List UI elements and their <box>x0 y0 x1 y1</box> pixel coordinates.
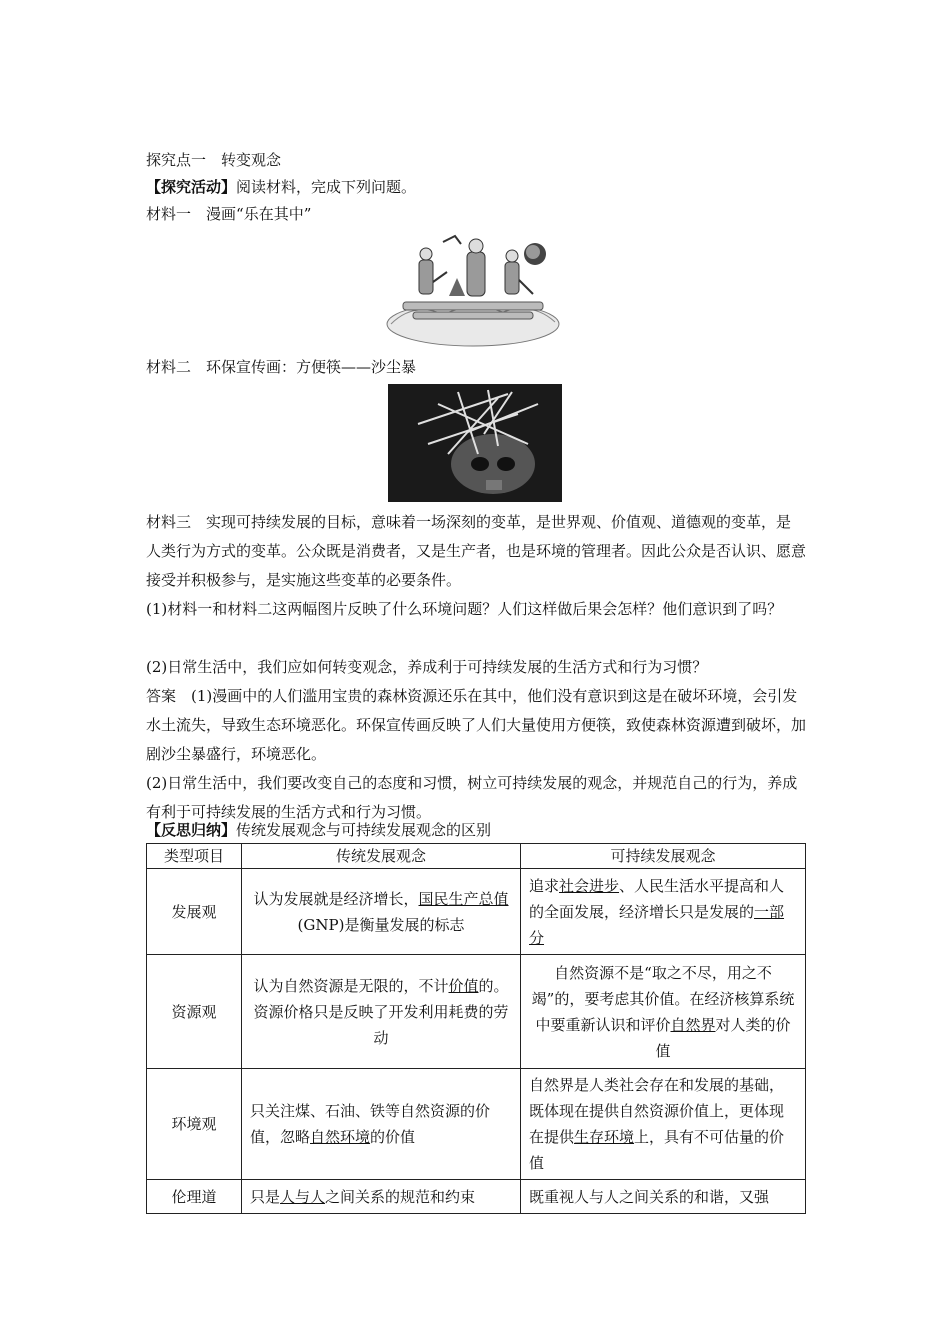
material2-caption: 环保宣传画：方便筷——沙尘暴 <box>206 358 417 376</box>
reflection-text: 传统发展观念与可持续发展观念的区别 <box>236 821 492 839</box>
activity-tag: 【探究活动】 <box>146 178 237 196</box>
cell-text: 的。资源价格只是反映了开发利用耗费的劳动 <box>253 976 509 1047</box>
cell-underlined: 国民生产总值 <box>418 889 509 908</box>
reflection-line <box>146 820 491 840</box>
answer-part2: (2)日常生活中，我们要改变自己的态度和习惯，树立可持续发展的观念，并规范自己的行为，养成有利于可持续发展的生活方式和行为习惯。 <box>146 774 798 821</box>
cell-text: (GNP)是衡量发展的标志 <box>297 915 465 934</box>
answer-label: 答案 <box>146 687 177 705</box>
reflection-tag: 【反思归纳】 <box>146 821 237 839</box>
question1: (1)材料一和材料二这两幅图片反映了什么环境问题？人们这样做后果会怎样？他们意识到了吗？ <box>146 600 783 618</box>
cell-text: 上，具有不可估量的价值 <box>529 1128 785 1172</box>
material2-line <box>146 357 416 377</box>
answer-part1 <box>146 682 806 769</box>
table-row <box>147 955 806 1069</box>
section-title: 探究点一 转变观念 <box>146 151 282 169</box>
row-traditional <box>242 1069 521 1180</box>
cartoon-image <box>383 232 563 350</box>
material3-text: 实现可持续发展的目标，意味着一场深刻的变革，是世界观、价值观、道德观的变革，是人类行为方式的变革。公众既是消费者，又是生产者，也是环境的管理者。因此公众是否认识、愿意接受并积极参与，是实施这些变革的必要条件。 <box>146 513 807 589</box>
cell-text: 既重视人与人之间关系的和谐，又强 <box>529 1187 770 1206</box>
row-type: 环境观 <box>147 1069 242 1180</box>
cell-underlined: 一部分 <box>529 902 785 947</box>
header-type: 类型项目 <box>147 844 242 869</box>
row-type: 发展观 <box>147 869 242 955</box>
material1-line <box>146 204 311 224</box>
table-row <box>147 1180 806 1214</box>
row-sustainable <box>521 955 806 1069</box>
material2-label: 材料二 <box>146 358 192 376</box>
answer-text-1: (1)漫画中的人们滥用宝贵的森林资源还乐在其中，他们没有意识到这是在破坏环境，会引发水土流失，导致生态环境恶化。环保宣传画反映了人们大量使用方便筷，致使森林资源遭到破坏，加剧沙尘暴盛行，环境恶化。 <box>146 687 807 763</box>
table-row <box>147 1069 806 1180</box>
cell-text: 自然资源不是“取之不尽，用之不竭”的，要考虑其价值。在经济核算系统中要重新认识和评价 <box>531 963 795 1034</box>
cell-underlined: 生存环境 <box>574 1128 635 1146</box>
cell-text: 只是 <box>250 1187 281 1206</box>
row-sustainable <box>521 1069 806 1180</box>
material3-paragraph <box>146 508 806 595</box>
cell-text: 之间关系的规范和约束 <box>325 1187 476 1206</box>
material1-caption: 漫画“乐在其中” <box>206 205 312 223</box>
header-sustainable: 可持续发展观念 <box>521 844 806 869</box>
cell-text: 的价值 <box>370 1128 416 1146</box>
cell-text: 、人民生活水平提高和人的全面发展，经济增长只是发展的 <box>529 876 785 921</box>
cell-underlined: 人与人 <box>280 1187 326 1206</box>
cell-text: 认为发展就是经济增长， <box>253 889 419 908</box>
row-type: 伦理道 <box>147 1180 242 1214</box>
row-sustainable <box>521 869 806 955</box>
row-sustainable <box>521 1180 806 1214</box>
cell-underlined: 自然界 <box>670 1015 716 1034</box>
row-type: 资源观 <box>147 955 242 1069</box>
cell-underlined: 自然环境 <box>310 1128 371 1146</box>
cell-text: 只关注煤、石油、铁等自然资源的价值，忽略 <box>250 1102 491 1146</box>
question2: (2)日常生活中，我们应如何转变观念，养成利于可持续发展的生活方式和行为习惯？ <box>146 658 708 676</box>
activity-text: 阅读材料，完成下列问题。 <box>236 178 417 196</box>
cell-text: 认为自然资源是无限的，不计 <box>253 976 449 995</box>
header-traditional: 传统发展观念 <box>242 844 521 869</box>
table-header-row <box>147 844 806 869</box>
row-traditional <box>242 955 521 1069</box>
table-row <box>147 869 806 955</box>
cell-underlined: 价值 <box>448 976 479 995</box>
row-traditional <box>242 869 521 955</box>
material1-label: 材料一 <box>146 205 192 223</box>
comparison-table <box>146 843 806 1214</box>
material3-label: 材料三 <box>146 513 192 531</box>
activity-line <box>146 177 416 197</box>
cell-text: 对人类的价值 <box>655 1015 791 1060</box>
cell-text: 追求 <box>529 876 560 895</box>
cell-text: 自然界是人类社会存在和发展的基础，既体现在提供自然资源价值上，更体现在提供 <box>529 1076 785 1146</box>
row-traditional <box>242 1180 521 1214</box>
cell-underlined: 社会进步 <box>559 876 620 895</box>
poster-image <box>388 384 562 502</box>
